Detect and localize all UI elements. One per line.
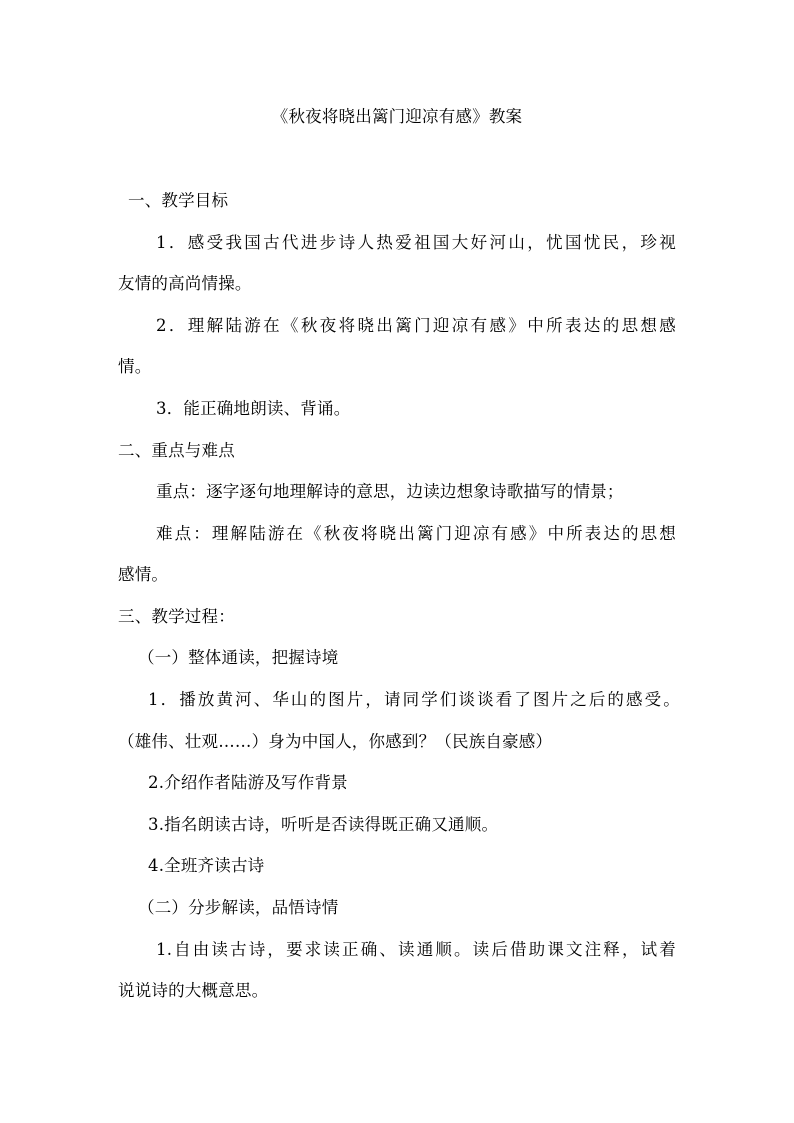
subsection-heading: （二）分步解读，品悟诗情 [138, 898, 339, 917]
paragraph-line: 友情的高尚情操。 [118, 274, 252, 293]
section-heading: 二、重点与难点 [118, 441, 235, 460]
paragraph-line: 1．播放黄河、华山的图片，请同学们谈谈看了图片之后的感受。 [148, 690, 680, 709]
paragraph-line: 感情。 [118, 565, 169, 584]
document-title: 《秋夜将晓出篱门迎凉有感》教案 [271, 107, 523, 126]
paragraph-line: 3．能正确地朗读、背诵。 [156, 399, 351, 418]
paragraph-line: 2．理解陆游在《秋夜将晓出篱门迎凉有感》中所表达的思想感 [156, 316, 676, 335]
paragraph-line: （雄伟、壮观……）身为中国人，你感到？（民族自豪感） [118, 732, 553, 751]
section-heading: 一、教学目标 [128, 191, 229, 210]
paragraph-line: 3.指名朗读古诗，听听是否读得既正确又通顺。 [148, 815, 499, 834]
paragraph-line: 说说诗的大概意思。 [118, 981, 269, 1000]
paragraph-line: 2.介绍作者陆游及写作背景 [148, 773, 348, 792]
paragraph-line: 1．感受我国古代进步诗人热爱祖国大好河山，忧国忧民，珍视 [156, 233, 676, 252]
paragraph-line: 1.自由读古诗，要求读正确、读通顺。读后借助课文注释，试着 [156, 940, 676, 959]
paragraph-line: 重点：逐字逐句地理解诗的意思，边读边想象诗歌描写的情景； [156, 482, 624, 501]
paragraph-line: 难点：理解陆游在《秋夜将晓出篱门迎凉有感》中所表达的思想 [156, 524, 676, 543]
subsection-heading: （一）整体通读，把握诗境 [138, 648, 339, 667]
section-heading: 三、教学过程： [118, 607, 235, 626]
paragraph-line: 情。 [118, 357, 152, 376]
paragraph-line: 4.全班齐读古诗 [148, 856, 265, 875]
